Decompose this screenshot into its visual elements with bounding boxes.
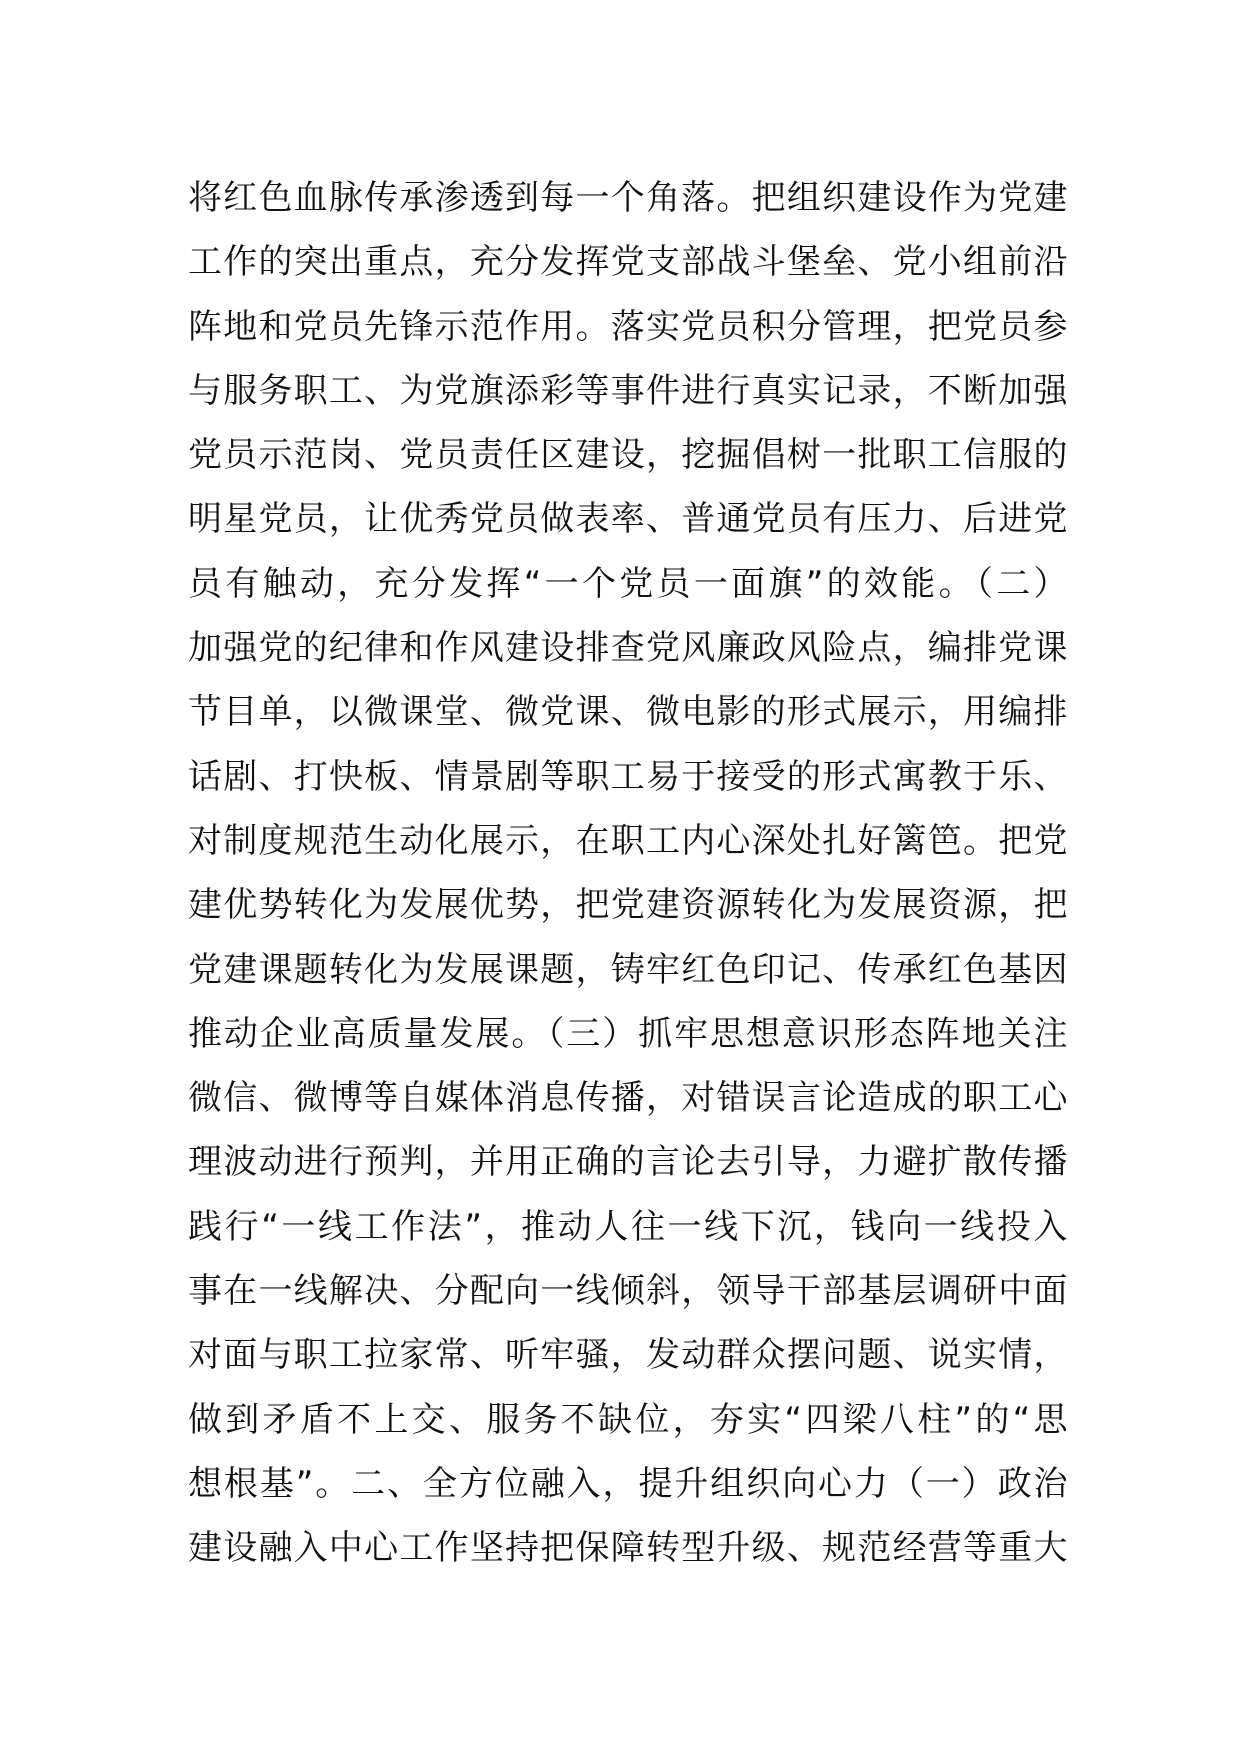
text-line: 党建课题转化为发展课题，铸牢红色印记、传承红色基因 bbox=[188, 949, 1068, 990]
text-line: 对制度规范生动化展示，在职工内心深处扎好篱笆。把党 bbox=[188, 820, 1068, 861]
text-line: 推动企业高质量发展。（三）抓牢思想意识形态阵地关注 bbox=[188, 1013, 1068, 1054]
text-line: 明星党员，让优秀党员做表率、普通党员有压力、后进党 bbox=[188, 499, 1068, 540]
text-line: 工作的突出重点，充分发挥党支部战斗堡垒、党小组前沿 bbox=[188, 242, 1068, 283]
text-line: 阵地和党员先锋示范作用。落实党员积分管理，把党员参 bbox=[188, 306, 1068, 347]
text-line: 想根基”。二、全方位融入，提升组织向心力（一）政治 bbox=[188, 1463, 1068, 1504]
body-text bbox=[188, 166, 1068, 1581]
text-line: 建优势转化为发展优势，把党建资源转化为发展资源，把 bbox=[188, 885, 1068, 926]
text-line: 践行“一线工作法”，推动人往一线下沉，钱向一线投入 bbox=[188, 1206, 1068, 1247]
text-line: 理波动进行预判，并用正确的言论去引导，力避扩散传播 bbox=[188, 1142, 1068, 1183]
text-line: 微信、微博等自媒体消息传播，对错误言论造成的职工心 bbox=[188, 1078, 1068, 1119]
text-line: 将红色血脉传承渗透到每一个角落。把组织建设作为党建 bbox=[188, 178, 1068, 218]
text-line: 党员示范岗、党员责任区建设，挖掘倡树一批职工信服的 bbox=[188, 435, 1068, 476]
text-line: 员有触动，充分发挥“一个党员一面旗”的效能。（二） bbox=[188, 563, 1068, 604]
text-line: 事在一线解决、分配向一线倾斜，领导干部基层调研中面 bbox=[188, 1271, 1068, 1312]
text-line: 做到矛盾不上交、服务不缺位，夯实“四梁八柱”的“思 bbox=[188, 1399, 1068, 1440]
text-line: 与服务职工、为党旗添彩等事件进行真实记录，不断加强 bbox=[188, 370, 1068, 411]
text-line: 对面与职工拉家常、听牢骚，发动群众摆问题、说实情， bbox=[188, 1335, 1068, 1376]
text-line: 建设融入中心工作坚持把保障转型升级、规范经营等重大 bbox=[188, 1528, 1068, 1569]
text-line: 话剧、打快板、情景剧等职工易于接受的形式寓教于乐、 bbox=[188, 756, 1068, 797]
text-line: 加强党的纪律和作风建设排查党风廉政风险点，编排党课 bbox=[188, 628, 1068, 669]
text-line: 节目单，以微课堂、微党课、微电影的形式展示，用编排 bbox=[188, 692, 1068, 733]
